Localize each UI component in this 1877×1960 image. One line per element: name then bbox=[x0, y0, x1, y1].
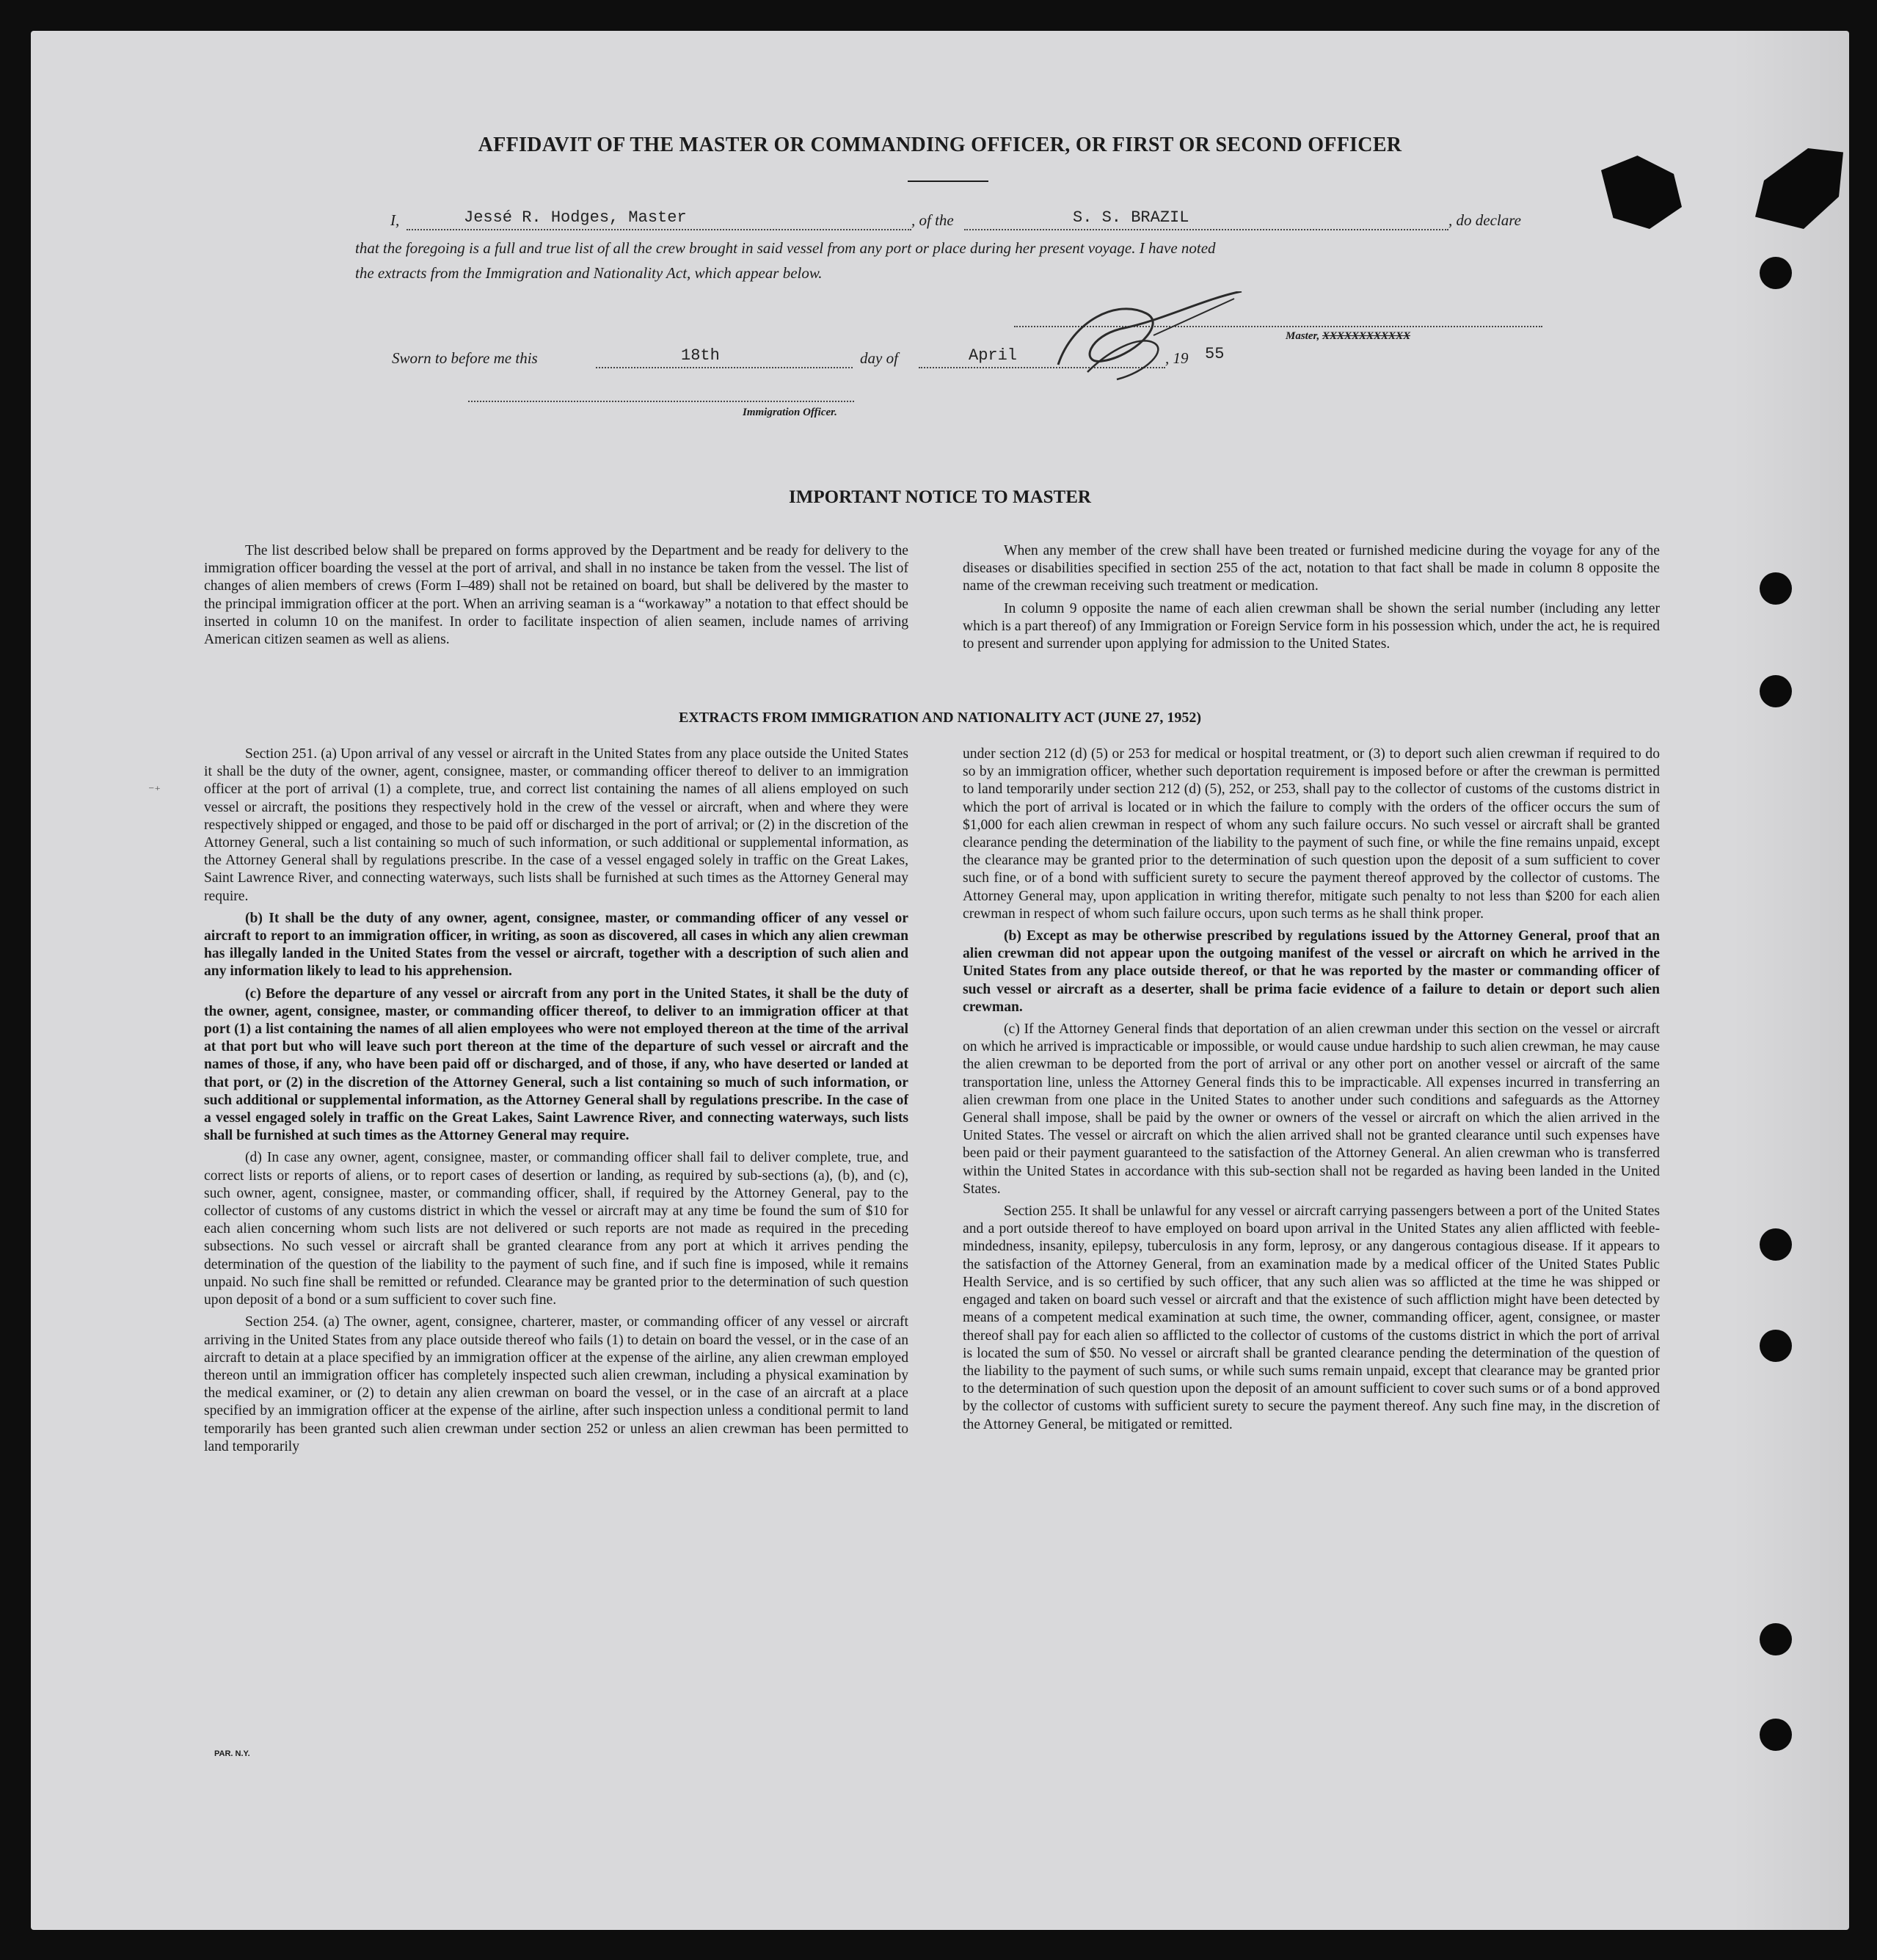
sworn-label: Sworn to before me this bbox=[392, 349, 538, 367]
section-251-a: Section 251. (a) Upon arrival of any vessel or aircraft in the United States from any place outside the United States it shall be the duty of the owner, agent, consignee, master, or commanding officer thereof to deliver to an immigration officer at the port of arrival (1) a complete, true, and correct list containing the names of all aliens employed on such vessel or aircraft, the positions they respectively hold in the crew of the vessel or aircraft, when and where they were respectively shipped or engaged, and those to be paid off or discharged in the port of arrival; or (2) in the discretion of the Attorney General, such a list containing so much of such information, or such additional or supplemental information, as the Attorney General shall by regulations prescribe. In the case of a vessel engaged solely in traffic on the Great Lakes, Saint Lawrence River, and connecting waterways, such lists shall be furnished at such times as the Attorney General may require. bbox=[204, 746, 908, 904]
affidavit-line-3: the extracts from the Immigration and Nationality Act, which appear below. bbox=[355, 264, 823, 282]
year-prefix: , 19 bbox=[1165, 349, 1189, 367]
binder-hole bbox=[1760, 1719, 1792, 1751]
section-254-b: (b) Except as may be otherwise prescribed by regulations issued by the Attorney General, proof that an alien crewman did not appear upon the outgoing manifest of the vessel or aircraft on which he arrived in the United States from any place outside thereof, or that he was reported by the master or commanding officer of such vessel or aircraft as a deserter, shall be prima facie evidence of a failure to detain or deport such alien crewman. bbox=[963, 928, 1660, 1015]
extracts-right-column bbox=[963, 746, 1660, 1438]
binder-hole bbox=[1760, 572, 1792, 605]
margin-mark: ⁻⁺ bbox=[148, 784, 161, 797]
notice-title: IMPORTANT NOTICE TO MASTER bbox=[789, 487, 1091, 507]
sworn-month-field[interactable]: April bbox=[969, 346, 1018, 365]
day-of-label: day of bbox=[860, 349, 898, 367]
title-rule bbox=[908, 181, 988, 182]
section-255: Section 255. It shall be unlawful for any vessel or aircraft carrying passengers between a port of the United States and a port outside thereof to have employed on board upon arrival in the United States any alien afflicted with feeble-mindedness, insanity, epilepsy, tuberculosis in any form, leprosy, or any dangerous contagious disease. If it appears to the satisfaction of the Attorney General, from an examination made by a medical officer of the United States Public Health Service, and is so certified by such officer, that any such alien was so afflicted at the time he was shipped or engaged and taken on board such vessel or aircraft and that the existence of such affliction might have been detected by means of a competent medical examination at such time, the owner, commanding officer, agent, consignee, or master thereof shall pay for each alien so afflicted to the collector of customs of the customs district in which the port of arrival is located the sum of $50. No vessel or aircraft shall be granted clearance pending the determination of the question of the liability to the payment of such sums, or while such sums remain unpaid, except that clearance may be granted prior to the determination of such question upon the deposit of an amount sufficient to cover such sums or of a bond approved by the collector of customs with sufficient surety to secure the payment thereof. Any such fine may, in the discretion of the Attorney General, be mitigated or remitted. bbox=[963, 1203, 1660, 1432]
binder-hole bbox=[1760, 675, 1792, 707]
of-the-label: , of the bbox=[911, 211, 954, 229]
notice-left-column bbox=[204, 542, 908, 653]
i-label: I, bbox=[390, 211, 400, 229]
extracts-left-column bbox=[204, 746, 908, 1460]
binder-hole bbox=[1760, 257, 1792, 289]
immigration-officer-caption: Immigration Officer. bbox=[743, 407, 837, 418]
binder-hole bbox=[1760, 1228, 1792, 1261]
section-251-b: (b) It shall be the duty of any owner, agent, consignee, master, or commanding officer of any vessel or aircraft to report to an immigration officer, in writing, as soon as discovered, all cases in which any alien crewman has illegally landed in the United States from the vessel or aircraft, together with a description of such alien and any information likely to lead to his apprehension. bbox=[204, 910, 908, 980]
sworn-day-field[interactable]: 18th bbox=[681, 346, 720, 365]
master-name-field[interactable]: Jessé R. Hodges, Master bbox=[464, 208, 687, 227]
affidavit-title: AFFIDAVIT OF THE MASTER OR COMMANDING OFFICER, OR FIRST OR SECOND OFFICER bbox=[478, 134, 1402, 156]
document-page bbox=[31, 31, 1849, 1930]
notice-right-column bbox=[963, 542, 1660, 657]
printer-mark: PAR. N.Y. bbox=[214, 1749, 250, 1758]
notice-right-paragraph-2: In column 9 opposite the name of each alien crewman shall be shown the serial number (including any letter which is a part thereof) of any Immigration or Foreign Service form in his possession which, under the act, he is required to present and surrender upon applying for admission to the United States. bbox=[963, 600, 1660, 652]
section-251-c: (c) Before the departure of any vessel or aircraft from any port in the United States, it shall be the duty of the owner, agent, consignee, master, or commanding officer thereof, to deliver to an immigration officer at that port (1) a list containing the names of all alien employees who were not employed thereon at the time of the arrival at that port but who will leave such port thereon at the time of the departure of such vessel or aircraft and the names of those, if any, who have been paid off or discharged, and of those, if any, who have deserted or landed at that port, or (2) in the discretion of the Attorney General, such a list containing so much of such information, or such additional or supplemental information, as the Attorney General shall by regulations prescribe. In the case of a vessel engaged solely in traffic on the Great Lakes, Saint Lawrence River, and connecting waterways, such lists shall be furnished at such times as the Attorney General may require. bbox=[204, 986, 908, 1144]
signature-scrawl bbox=[1043, 291, 1249, 387]
section-251-d: (d) In case any owner, agent, consignee, master, or commanding officer shall fail to deliver complete, true, and correct lists or reports of aliens, or to report cases of desertion or landing, as required by sub-sections (a), (b), and (c), such owner, agent, consignee, master, or commanding officer, shall, if required by the Attorney General, pay to the collector of customs of any customs district in which the vessel or aircraft may at any time be found the sum of $10 for each alien concerning whom such lists are not delivered or such reports are not made as required in the preceding subsections. No such vessel or aircraft shall be granted clearance from any port at which it arrives pending the determination of the question of the liability to the payment of such fine, and if such fine is imposed, while it remains unpaid. No such fine shall be remitted or refunded. Clearance may be granted prior to the determination of such question upon deposit of a bond or a sum sufficient to cover such fine. bbox=[204, 1150, 908, 1308]
binder-hole bbox=[1760, 1623, 1792, 1655]
notice-left-paragraph: The list described below shall be prepared on forms approved by the Department and be ready for delivery to the immigration officer boarding the vessel at the port of arrival, and shall in no instance be taken from the vessel. The list of changes of alien members of crews (Form I–489) shall not be retained on board, but shall be delivered by the master to the principal immigration officer at the port. When an arriving seaman is a “workaway” a notation to that effect should be inserted in column 10 on the manifest. In order to facilitate inspection of alien seamen, include names of arriving American citizen seamen as well as aliens. bbox=[204, 543, 908, 648]
vessel-fill-line bbox=[964, 229, 1448, 230]
notice-right-paragraph-1: When any member of the crew shall have been treated or furnished medicine during the voyage for any of the diseases or disabilities specified in section 255 of the act, notation to that fact shall be made in column 8 opposite the name of the crewman receiving such treatment or medication. bbox=[963, 543, 1660, 594]
immigration-officer-line bbox=[468, 401, 854, 402]
section-254-a-continued: under section 212 (d) (5) or 253 for medical or hospital treatment, or (3) to deport such alien crewman if required to do so by an immigration officer, whether such deportation requirement is imposed before or after the crewman is permitted to land temporarily under section 212 (d) (5), 252, or 253, shall pay to the collector of customs of the customs district in which the port of arrival is located or in which the failure to comply with the orders of the officer occurs the sum of $1,000 for each alien crewman in respect of whom any such failure occurs. No such vessel or aircraft shall be granted clearance pending the determination of the liability to the payment of such fine, or while the fine remains unpaid, except the clearance may be granted prior to the determination of such question upon the deposit of a sum sufficient to cover such fine, or of a bond with sufficient surety to secure the payment thereof approved by the collector of customs. The Attorney General may, upon application in writing therefor, mitigate such penalty to not less than $200 for each alien crewman in respect of whom such failure occurs, upon such terms as he shall think proper. bbox=[963, 746, 1660, 922]
binder-hole bbox=[1760, 1330, 1792, 1362]
vessel-field[interactable]: S. S. BRAZIL bbox=[1073, 208, 1189, 227]
affidavit-line-2: that the foregoing is a full and true list of all the crew brought in said vessel from any port or place during her present voyage. I have noted bbox=[355, 239, 1216, 257]
master-caption: Master, XXXXXXXXXXXX bbox=[1286, 330, 1411, 342]
declare-label: , do declare bbox=[1448, 211, 1521, 229]
name-fill-line bbox=[407, 229, 911, 230]
section-254-a: Section 254. (a) The owner, agent, consignee, charterer, master, or commanding officer of any vessel or aircraft arriving in the United States from any place outside thereof who fails (1) to detain on board the vessel, or in the case of an aircraft to detain at a place specified by an immigration officer at the expense of the airline, any alien crewman employed thereon until an immigration officer has completely inspected such alien crewman, including a physical examination by the medical examiner, or (2) to detain any alien crewman on board the vessel, or in the case of an aircraft at a place specified by an immigration officer at the expense of the airline, after such inspection unless a conditional permit to land temporarily has been granted such alien crewman under section 252 or unless an alien crewman has been permitted to land temporarily bbox=[204, 1314, 908, 1454]
year-field[interactable]: 55 bbox=[1205, 345, 1225, 363]
extracts-title: EXTRACTS FROM IMMIGRATION AND NATIONALITY ACT (JUNE 27, 1952) bbox=[678, 710, 1202, 726]
section-254-c: (c) If the Attorney General finds that deportation of an alien crewman under this section on the vessel or aircraft on which he arrived is impracticable or impossible, or would cause undue hardship to such alien crewman, he may cause the alien crewman to be deported from the port of arrival or any other port on another vessel or aircraft of the same transportation line, unless the Attorney General finds this to be impracticable. All expenses incurred in transferring an alien crewman from one place in the United States to another under such conditions and safeguards as the Attorney General shall impose, shall be paid by the owner or owners of the vessel or aircraft on which the alien arrived in the United States. The vessel or aircraft on which the alien arrived shall not be granted clearance until such expenses have been paid or their payment guaranteed to the satisfaction of the Attorney General. An alien crewman who is transferred within the United States in accordance with this sub-section shall not be regarded as having been landed in the United States. bbox=[963, 1021, 1660, 1197]
ink-blot bbox=[1601, 156, 1682, 229]
day-fill-line bbox=[596, 367, 853, 368]
